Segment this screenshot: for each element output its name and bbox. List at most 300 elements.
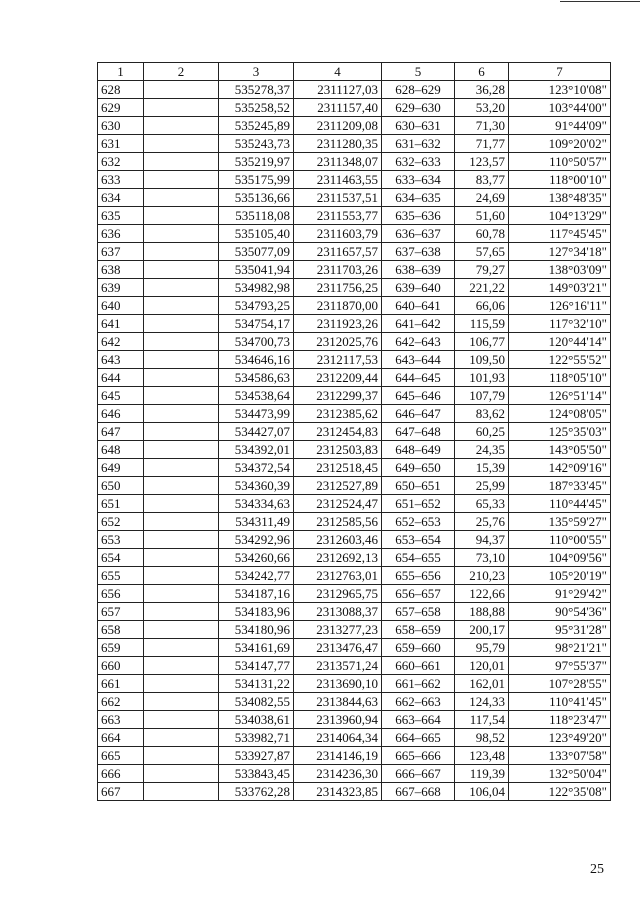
distance-cell: 73,10: [455, 549, 509, 567]
empty-cell: [144, 639, 219, 657]
segment-cell: 659–660: [382, 639, 455, 657]
segment-cell: 648–649: [382, 441, 455, 459]
distance-cell: 57,65: [455, 243, 509, 261]
y-coordinate-cell: 2311280,35: [294, 135, 382, 153]
x-coordinate-cell: 534473,99: [219, 405, 294, 423]
point-number-cell: 655: [98, 567, 144, 585]
segment-cell: 650–651: [382, 477, 455, 495]
y-coordinate-cell: 2312503,83: [294, 441, 382, 459]
distance-cell: 83,62: [455, 405, 509, 423]
segment-cell: 639–640: [382, 279, 455, 297]
angle-cell: 91°29'42": [509, 585, 611, 603]
header-cell: 2: [144, 63, 219, 81]
point-number-cell: 665: [98, 747, 144, 765]
x-coordinate-cell: 535175,99: [219, 171, 294, 189]
distance-cell: 71,30: [455, 117, 509, 135]
y-coordinate-cell: 2311157,40: [294, 99, 382, 117]
y-coordinate-cell: 2312965,75: [294, 585, 382, 603]
y-coordinate-cell: 2311923,26: [294, 315, 382, 333]
x-coordinate-cell: 534187,16: [219, 585, 294, 603]
angle-cell: 122°35'08": [509, 783, 611, 801]
point-number-cell: 631: [98, 135, 144, 153]
segment-cell: 642–643: [382, 333, 455, 351]
y-coordinate-cell: 2312454,83: [294, 423, 382, 441]
empty-cell: [144, 297, 219, 315]
table-body: [98, 81, 611, 801]
empty-cell: [144, 693, 219, 711]
y-coordinate-cell: 2311703,26: [294, 261, 382, 279]
x-coordinate-cell: 535243,73: [219, 135, 294, 153]
table-row: [98, 639, 611, 657]
empty-cell: [144, 81, 219, 99]
point-number-cell: 630: [98, 117, 144, 135]
empty-cell: [144, 459, 219, 477]
y-coordinate-cell: 2312603,46: [294, 531, 382, 549]
segment-cell: 655–656: [382, 567, 455, 585]
empty-cell: [144, 423, 219, 441]
segment-cell: 663–664: [382, 711, 455, 729]
point-number-cell: 663: [98, 711, 144, 729]
table-row: [98, 675, 611, 693]
segment-cell: 644–645: [382, 369, 455, 387]
empty-cell: [144, 621, 219, 639]
table-row: [98, 387, 611, 405]
angle-cell: 110°41'45": [509, 693, 611, 711]
x-coordinate-cell: 534646,16: [219, 351, 294, 369]
point-number-cell: 633: [98, 171, 144, 189]
point-number-cell: 656: [98, 585, 144, 603]
table-row: [98, 765, 611, 783]
y-coordinate-cell: 2312117,53: [294, 351, 382, 369]
segment-cell: 664–665: [382, 729, 455, 747]
x-coordinate-cell: 535245,89: [219, 117, 294, 135]
point-number-cell: 650: [98, 477, 144, 495]
x-coordinate-cell: 533762,28: [219, 783, 294, 801]
angle-cell: 125°35'03": [509, 423, 611, 441]
distance-cell: 101,93: [455, 369, 509, 387]
y-coordinate-cell: 2312518,45: [294, 459, 382, 477]
x-coordinate-cell: 534427,07: [219, 423, 294, 441]
segment-cell: 633–634: [382, 171, 455, 189]
segment-cell: 630–631: [382, 117, 455, 135]
table-row: [98, 81, 611, 99]
segment-cell: 662–663: [382, 693, 455, 711]
table-row: [98, 315, 611, 333]
angle-cell: 138°03'09": [509, 261, 611, 279]
coordinates-table: [97, 62, 611, 801]
distance-cell: 25,76: [455, 513, 509, 531]
point-number-cell: 647: [98, 423, 144, 441]
segment-cell: 661–662: [382, 675, 455, 693]
y-coordinate-cell: 2314146,19: [294, 747, 382, 765]
distance-cell: 162,01: [455, 675, 509, 693]
angle-cell: 143°05'50": [509, 441, 611, 459]
table-row: [98, 693, 611, 711]
distance-cell: 124,33: [455, 693, 509, 711]
x-coordinate-cell: 533927,87: [219, 747, 294, 765]
header-cell: 3: [219, 63, 294, 81]
point-number-cell: 662: [98, 693, 144, 711]
distance-cell: 123,48: [455, 747, 509, 765]
segment-cell: 641–642: [382, 315, 455, 333]
y-coordinate-cell: 2313476,47: [294, 639, 382, 657]
x-coordinate-cell: 534183,96: [219, 603, 294, 621]
x-coordinate-cell: 534538,64: [219, 387, 294, 405]
segment-cell: 645–646: [382, 387, 455, 405]
x-coordinate-cell: 535118,08: [219, 207, 294, 225]
point-number-cell: 632: [98, 153, 144, 171]
empty-cell: [144, 765, 219, 783]
distance-cell: 24,69: [455, 189, 509, 207]
segment-cell: 651–652: [382, 495, 455, 513]
distance-cell: 83,77: [455, 171, 509, 189]
segment-cell: 632–633: [382, 153, 455, 171]
angle-cell: 95°31'28": [509, 621, 611, 639]
angle-cell: 109°20'02": [509, 135, 611, 153]
point-number-cell: 651: [98, 495, 144, 513]
segment-cell: 638–639: [382, 261, 455, 279]
segment-cell: 635–636: [382, 207, 455, 225]
x-coordinate-cell: 534038,61: [219, 711, 294, 729]
point-number-cell: 667: [98, 783, 144, 801]
angle-cell: 118°00'10": [509, 171, 611, 189]
point-number-cell: 638: [98, 261, 144, 279]
point-number-cell: 657: [98, 603, 144, 621]
distance-cell: 115,59: [455, 315, 509, 333]
angle-cell: 104°09'56": [509, 549, 611, 567]
x-coordinate-cell: 534334,63: [219, 495, 294, 513]
empty-cell: [144, 513, 219, 531]
distance-cell: 188,88: [455, 603, 509, 621]
y-coordinate-cell: 2314236,30: [294, 765, 382, 783]
segment-cell: 660–661: [382, 657, 455, 675]
table-row: [98, 459, 611, 477]
empty-cell: [144, 153, 219, 171]
y-coordinate-cell: 2311127,03: [294, 81, 382, 99]
table-row: [98, 261, 611, 279]
y-coordinate-cell: 2312524,47: [294, 495, 382, 513]
angle-cell: 117°45'45": [509, 225, 611, 243]
x-coordinate-cell: 534360,39: [219, 477, 294, 495]
y-coordinate-cell: 2312763,01: [294, 567, 382, 585]
table-row: [98, 747, 611, 765]
table-row: [98, 297, 611, 315]
angle-cell: 110°00'55": [509, 531, 611, 549]
point-number-cell: 628: [98, 81, 144, 99]
table-row: [98, 99, 611, 117]
angle-cell: 127°34'18": [509, 243, 611, 261]
angle-cell: 124°08'05": [509, 405, 611, 423]
point-number-cell: 646: [98, 405, 144, 423]
distance-cell: 117,54: [455, 711, 509, 729]
distance-cell: 71,77: [455, 135, 509, 153]
distance-cell: 221,22: [455, 279, 509, 297]
point-number-cell: 640: [98, 297, 144, 315]
empty-cell: [144, 315, 219, 333]
angle-cell: 105°20'19": [509, 567, 611, 585]
angle-cell: 187°33'45": [509, 477, 611, 495]
distance-cell: 123,57: [455, 153, 509, 171]
empty-cell: [144, 729, 219, 747]
point-number-cell: 648: [98, 441, 144, 459]
table-row: [98, 477, 611, 495]
y-coordinate-cell: 2311870,00: [294, 297, 382, 315]
table-row: [98, 351, 611, 369]
x-coordinate-cell: 535105,40: [219, 225, 294, 243]
angle-cell: 110°50'57": [509, 153, 611, 171]
point-number-cell: 642: [98, 333, 144, 351]
point-number-cell: 652: [98, 513, 144, 531]
table-row: [98, 441, 611, 459]
angle-cell: 98°21'21": [509, 639, 611, 657]
empty-cell: [144, 207, 219, 225]
x-coordinate-cell: 534147,77: [219, 657, 294, 675]
distance-cell: 106,04: [455, 783, 509, 801]
distance-cell: 106,77: [455, 333, 509, 351]
segment-cell: 640–641: [382, 297, 455, 315]
empty-cell: [144, 441, 219, 459]
table-row: [98, 729, 611, 747]
angle-cell: 133°07'58": [509, 747, 611, 765]
segment-cell: 657–658: [382, 603, 455, 621]
distance-cell: 94,37: [455, 531, 509, 549]
angle-cell: 138°48'35": [509, 189, 611, 207]
empty-cell: [144, 585, 219, 603]
distance-cell: 95,79: [455, 639, 509, 657]
y-coordinate-cell: 2312025,76: [294, 333, 382, 351]
table-row: [98, 711, 611, 729]
empty-cell: [144, 495, 219, 513]
table-row: [98, 153, 611, 171]
distance-cell: 53,20: [455, 99, 509, 117]
empty-cell: [144, 567, 219, 585]
segment-cell: 628–629: [382, 81, 455, 99]
angle-cell: 104°13'29": [509, 207, 611, 225]
distance-cell: 25,99: [455, 477, 509, 495]
y-coordinate-cell: 2311553,77: [294, 207, 382, 225]
point-number-cell: 653: [98, 531, 144, 549]
table-row: [98, 171, 611, 189]
x-coordinate-cell: 533843,45: [219, 765, 294, 783]
segment-cell: 646–647: [382, 405, 455, 423]
point-number-cell: 658: [98, 621, 144, 639]
segment-cell: 634–635: [382, 189, 455, 207]
point-number-cell: 641: [98, 315, 144, 333]
x-coordinate-cell: 534180,96: [219, 621, 294, 639]
table-row: [98, 621, 611, 639]
segment-cell: 665–666: [382, 747, 455, 765]
angle-cell: 118°23'47": [509, 711, 611, 729]
segment-cell: 647–648: [382, 423, 455, 441]
table-row: [98, 513, 611, 531]
empty-cell: [144, 747, 219, 765]
segment-cell: 652–653: [382, 513, 455, 531]
angle-cell: 117°32'10": [509, 315, 611, 333]
point-number-cell: 660: [98, 657, 144, 675]
empty-cell: [144, 531, 219, 549]
segment-cell: 666–667: [382, 765, 455, 783]
empty-cell: [144, 135, 219, 153]
segment-cell: 631–632: [382, 135, 455, 153]
y-coordinate-cell: 2314323,85: [294, 783, 382, 801]
point-number-cell: 629: [98, 99, 144, 117]
angle-cell: 107°28'55": [509, 675, 611, 693]
segment-cell: 658–659: [382, 621, 455, 639]
distance-cell: 60,78: [455, 225, 509, 243]
x-coordinate-cell: 535077,09: [219, 243, 294, 261]
header-row: [98, 63, 611, 81]
x-coordinate-cell: 535278,37: [219, 81, 294, 99]
x-coordinate-cell: 534372,54: [219, 459, 294, 477]
table-row: [98, 495, 611, 513]
y-coordinate-cell: 2314064,34: [294, 729, 382, 747]
empty-cell: [144, 171, 219, 189]
x-coordinate-cell: 534131,22: [219, 675, 294, 693]
distance-cell: 66,06: [455, 297, 509, 315]
empty-cell: [144, 405, 219, 423]
x-coordinate-cell: 534982,98: [219, 279, 294, 297]
y-coordinate-cell: 2311209,08: [294, 117, 382, 135]
table-row: [98, 549, 611, 567]
segment-cell: 649–650: [382, 459, 455, 477]
y-coordinate-cell: 2311463,55: [294, 171, 382, 189]
header-cell: 6: [455, 63, 509, 81]
segment-cell: 653–654: [382, 531, 455, 549]
point-number-cell: 643: [98, 351, 144, 369]
empty-cell: [144, 657, 219, 675]
x-coordinate-cell: 534311,49: [219, 513, 294, 531]
point-number-cell: 649: [98, 459, 144, 477]
angle-cell: 132°50'04": [509, 765, 611, 783]
distance-cell: 210,23: [455, 567, 509, 585]
y-coordinate-cell: 2312527,89: [294, 477, 382, 495]
table-row: [98, 585, 611, 603]
angle-cell: 97°55'37": [509, 657, 611, 675]
empty-cell: [144, 387, 219, 405]
angle-cell: 142°09'16": [509, 459, 611, 477]
distance-cell: 15,39: [455, 459, 509, 477]
distance-cell: 24,35: [455, 441, 509, 459]
y-coordinate-cell: 2311657,57: [294, 243, 382, 261]
empty-cell: [144, 279, 219, 297]
table-row: [98, 279, 611, 297]
x-coordinate-cell: 535258,52: [219, 99, 294, 117]
angle-cell: 118°05'10": [509, 369, 611, 387]
segment-cell: 656–657: [382, 585, 455, 603]
point-number-cell: 636: [98, 225, 144, 243]
header-cell: 4: [294, 63, 382, 81]
segment-cell: 643–644: [382, 351, 455, 369]
x-coordinate-cell: 534161,69: [219, 639, 294, 657]
empty-cell: [144, 189, 219, 207]
y-coordinate-cell: 2311348,07: [294, 153, 382, 171]
y-coordinate-cell: 2313277,23: [294, 621, 382, 639]
x-coordinate-cell: 534754,17: [219, 315, 294, 333]
segment-cell: 667–668: [382, 783, 455, 801]
table-row: [98, 207, 611, 225]
empty-cell: [144, 477, 219, 495]
table-row: [98, 405, 611, 423]
x-coordinate-cell: 534586,63: [219, 369, 294, 387]
point-number-cell: 645: [98, 387, 144, 405]
empty-cell: [144, 369, 219, 387]
distance-cell: 60,25: [455, 423, 509, 441]
x-coordinate-cell: 535219,97: [219, 153, 294, 171]
segment-cell: 637–638: [382, 243, 455, 261]
angle-cell: 103°44'00": [509, 99, 611, 117]
y-coordinate-cell: 2311603,79: [294, 225, 382, 243]
x-coordinate-cell: 534700,73: [219, 333, 294, 351]
top-rule: [560, 1, 640, 2]
y-coordinate-cell: 2313571,24: [294, 657, 382, 675]
table-row: [98, 225, 611, 243]
x-coordinate-cell: 534242,77: [219, 567, 294, 585]
distance-cell: 36,28: [455, 81, 509, 99]
y-coordinate-cell: 2311537,51: [294, 189, 382, 207]
distance-cell: 119,39: [455, 765, 509, 783]
table-row: [98, 117, 611, 135]
empty-cell: [144, 117, 219, 135]
y-coordinate-cell: 2312385,62: [294, 405, 382, 423]
point-number-cell: 666: [98, 765, 144, 783]
y-coordinate-cell: 2312209,44: [294, 369, 382, 387]
distance-cell: 98,52: [455, 729, 509, 747]
x-coordinate-cell: 534260,66: [219, 549, 294, 567]
table-row: [98, 189, 611, 207]
empty-cell: [144, 225, 219, 243]
y-coordinate-cell: 2311756,25: [294, 279, 382, 297]
angle-cell: 135°59'27": [509, 513, 611, 531]
empty-cell: [144, 603, 219, 621]
point-number-cell: 635: [98, 207, 144, 225]
y-coordinate-cell: 2313088,37: [294, 603, 382, 621]
empty-cell: [144, 261, 219, 279]
empty-cell: [144, 549, 219, 567]
distance-cell: 65,33: [455, 495, 509, 513]
table-row: [98, 423, 611, 441]
point-number-cell: 639: [98, 279, 144, 297]
angle-cell: 126°51'14": [509, 387, 611, 405]
empty-cell: [144, 333, 219, 351]
point-number-cell: 644: [98, 369, 144, 387]
angle-cell: 90°54'36": [509, 603, 611, 621]
table-row: [98, 333, 611, 351]
segment-cell: 636–637: [382, 225, 455, 243]
empty-cell: [144, 783, 219, 801]
table-row: [98, 657, 611, 675]
empty-cell: [144, 675, 219, 693]
y-coordinate-cell: 2313844,63: [294, 693, 382, 711]
y-coordinate-cell: 2312299,37: [294, 387, 382, 405]
page-number: 25: [590, 862, 604, 877]
table-row: [98, 783, 611, 801]
empty-cell: [144, 351, 219, 369]
table-row: [98, 243, 611, 261]
angle-cell: 122°55'52": [509, 351, 611, 369]
angle-cell: 126°16'11": [509, 297, 611, 315]
empty-cell: [144, 243, 219, 261]
point-number-cell: 634: [98, 189, 144, 207]
point-number-cell: 659: [98, 639, 144, 657]
x-coordinate-cell: 535136,66: [219, 189, 294, 207]
angle-cell: 123°49'20": [509, 729, 611, 747]
point-number-cell: 654: [98, 549, 144, 567]
empty-cell: [144, 711, 219, 729]
distance-cell: 107,79: [455, 387, 509, 405]
x-coordinate-cell: 535041,94: [219, 261, 294, 279]
distance-cell: 200,17: [455, 621, 509, 639]
header-cell: 7: [509, 63, 611, 81]
